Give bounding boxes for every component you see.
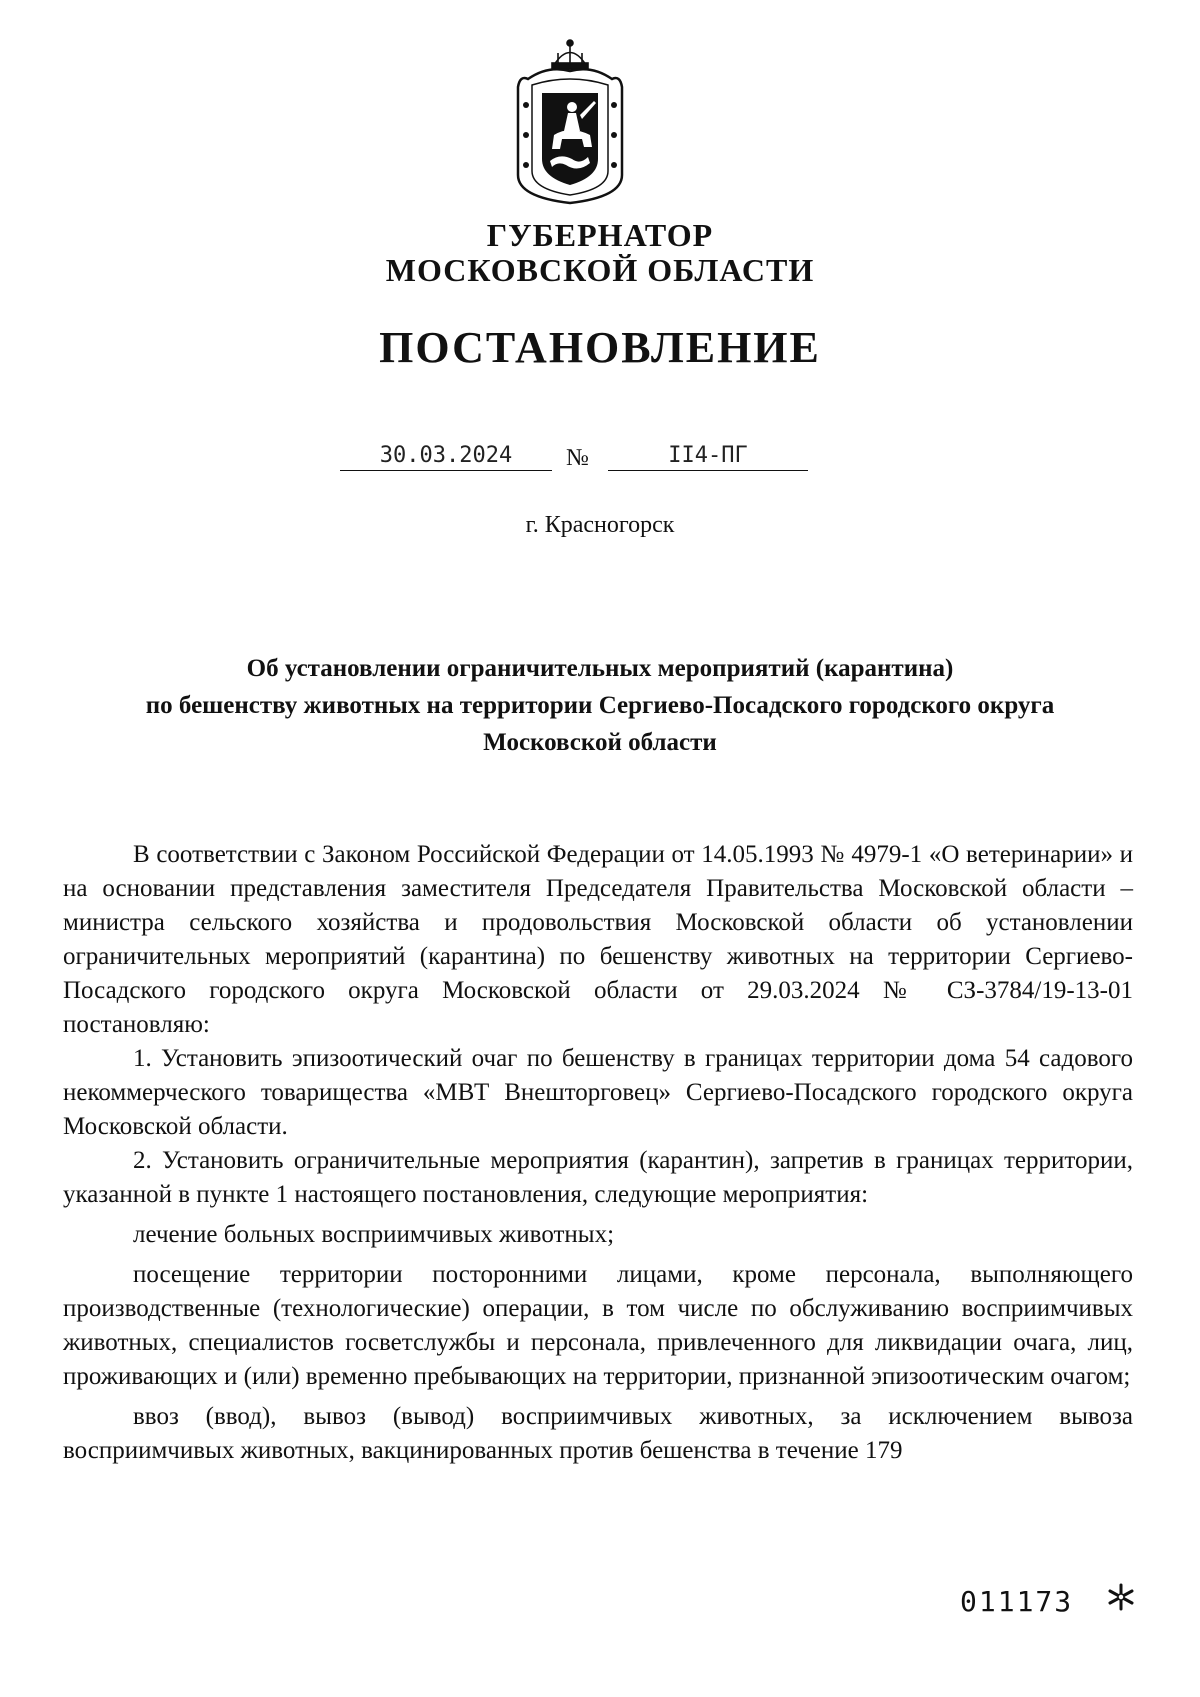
document-title [0, 650, 1200, 761]
item-2-paragraph: 2. Установить ограничительные мероприятия (карантин), запретив в границах территории, указанной в пункте 1 настоящего постановления, следующие мероприятия: [63, 1147, 1133, 1208]
title-line-3: Московской области [483, 729, 717, 756]
item-1-paragraph: 1. Установить эпизоотический очаг по бешенству в границах территории дома 54 садового некоммерческого товарищества «МВТ Внешторговец» Сергиево-Посадского городского округа Московской области. [63, 1045, 1133, 1140]
document-body [63, 838, 1133, 1468]
number-sign: № [566, 445, 589, 471]
document-type-title: ПОСТАНОВЛЕНИЕ [379, 323, 821, 372]
document-date: 30.03.2024 [340, 443, 552, 471]
authority-line-1: ГУБЕРНАТОР [486, 217, 714, 253]
title-line-2: по бешенству животных на территории Сергиево-Посадского городского округа [145, 692, 1055, 719]
title-line-1: Об установлении ограничительных мероприятий (карантина) [246, 655, 954, 682]
measure-2-paragraph: посещение территории посторонними лицами, кроме персонала, выполняющего производственные (технологические) операции, в том числе по обслуживанию восприимчивых животных, специалистов госветслужбы и персонала, привлеченного для ликвидации очага, лиц, проживающих и (или) временно пребывающих на территории, признанной эпизоотическим очагом; [63, 1261, 1133, 1390]
issue-city: г. Красногорск [525, 512, 675, 538]
authority-line-2: МОСКОВСКОЙ ОБЛАСТИ [385, 252, 815, 288]
serial-number: 011173 [960, 1585, 1074, 1618]
asterisk-mark-icon [1106, 1582, 1136, 1612]
document-number: II4-ПГ [608, 443, 808, 471]
measure-3-paragraph: ввоз (ввод), вывоз (вывод) восприимчивых животных, за исключением вывоза восприимчивых животных, вакцинированных против бешенства в течение 179 [63, 1403, 1133, 1464]
coat-of-arms-icon [510, 35, 630, 205]
measure-1-paragraph: лечение больных восприимчивых животных; [133, 1221, 615, 1248]
date-number-row [340, 443, 820, 483]
preamble-paragraph: В соответствии с Законом Российской Федерации от 14.05.1993 № 4979-1 «О ветеринарии» и на основании представления заместителя Председателя Правительства Московской области – министра сельского хозяйства и продовольствия Московской области об установлении ограничительных мероприятий (карантина) по бешенству животных на территории Сергиево-Посадского городского округа Московской области от 29.03.2024 № СЗ-3784/19-13-01 постановляю: [63, 841, 1133, 1038]
